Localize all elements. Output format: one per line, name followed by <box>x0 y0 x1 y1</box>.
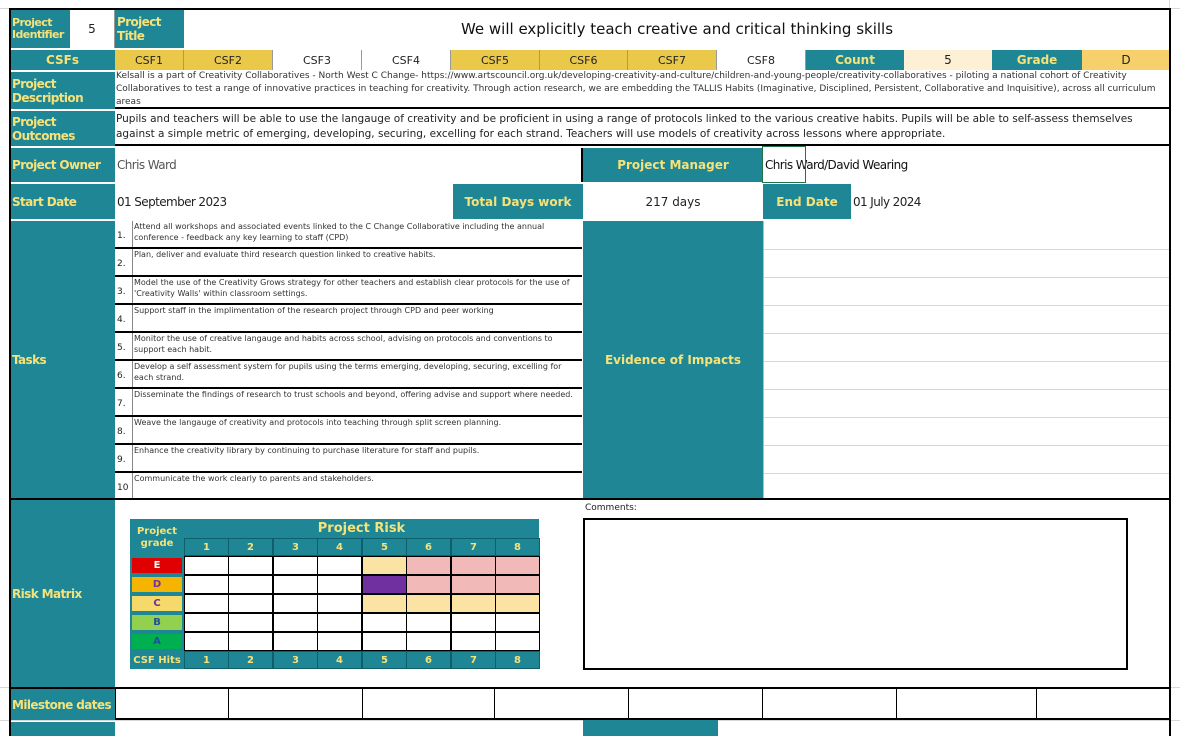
risk-cell[interactable] <box>184 632 229 651</box>
risk-cell[interactable] <box>273 594 318 613</box>
milestone-cell[interactable] <box>762 689 896 720</box>
project-outcomes-label <box>10 111 115 146</box>
project-title-label-text: Project Title <box>117 15 161 43</box>
risk-cell[interactable] <box>495 594 540 613</box>
evidence-gridline <box>764 445 1169 446</box>
risk-grade-e: E <box>130 556 184 575</box>
task-number: 10 <box>117 483 129 493</box>
sheet-left-border <box>9 8 11 736</box>
evidence-gridline <box>764 389 1169 390</box>
risk-cell[interactable] <box>495 556 540 575</box>
task-text: Model the use of the Creativity Grows strategy for other teachers and establish clear protocols for the use of 'Creativity Walls' within classroom settings. <box>132 277 580 303</box>
csf-cell-2[interactable]: CSF2 <box>184 50 273 70</box>
sheet-right-border <box>1169 8 1171 736</box>
risk-cell[interactable] <box>495 575 540 594</box>
milestone-cell[interactable] <box>896 689 1036 720</box>
task-row[interactable] <box>115 333 582 361</box>
project-manager-value[interactable] <box>763 148 1170 182</box>
csf-hits-column: 3 <box>273 651 318 669</box>
risk-cell[interactable] <box>406 575 451 594</box>
csf-hits-column: 5 <box>362 651 407 669</box>
grade-label: Grade <box>992 50 1082 70</box>
risk-cell[interactable] <box>273 556 318 575</box>
milestone-cell[interactable] <box>494 689 628 720</box>
risk-cell[interactable] <box>184 613 229 632</box>
risk-cell[interactable] <box>495 632 540 651</box>
task-row[interactable] <box>115 249 582 277</box>
task-row[interactable] <box>115 277 582 305</box>
csf-cell-5[interactable]: CSF5 <box>451 50 540 70</box>
next-row-teal-edge <box>583 720 718 736</box>
task-number: 1. <box>117 231 126 241</box>
risk-grade-d: D <box>130 575 184 594</box>
csfs-label: CSFs <box>10 50 115 70</box>
evidence-gridline <box>764 333 1169 334</box>
start-date-label <box>10 184 115 219</box>
task-row[interactable] <box>115 445 582 473</box>
task-row[interactable] <box>115 473 582 501</box>
risk-column-header: 3 <box>273 538 318 556</box>
project-identifier-label-text: Project Identifier <box>12 16 64 41</box>
risk-cell[interactable] <box>184 594 229 613</box>
risk-cell[interactable] <box>273 575 318 594</box>
csf-cell-7[interactable]: CSF7 <box>628 50 717 70</box>
evidence-gridline <box>764 277 1169 278</box>
next-row-left-edge <box>10 722 115 736</box>
end-date-value-text: 01 July 2024 <box>853 194 921 209</box>
risk-cell[interactable] <box>451 632 496 651</box>
milestone-cell[interactable] <box>115 689 228 720</box>
risk-cell[interactable] <box>451 613 496 632</box>
task-text: Weave the langauge of creativity and protocols into teaching through split screen planning. <box>132 417 580 443</box>
risk-grade-b: B <box>130 613 184 632</box>
risk-cell[interactable] <box>451 556 496 575</box>
evidence-gridline <box>764 473 1169 474</box>
csf-cell-8[interactable]: CSF8 <box>717 50 806 70</box>
project-manager-label: Project Manager <box>583 148 763 182</box>
task-text: Attend all workshops and associated events linked to the C Change Collaborative including the annual conference - feedback any key learning to staff (CPD) <box>132 221 580 247</box>
risk-cell[interactable] <box>362 594 407 613</box>
evidence-gridline <box>764 417 1169 418</box>
milestone-dates-label <box>10 689 115 720</box>
risk-cell[interactable] <box>228 594 273 613</box>
start-date-label-text: Start Date <box>12 194 77 209</box>
risk-matrix-label <box>10 500 115 687</box>
project-outcomes-text[interactable]: Pupils and teachers will be able to use the langauge of creativity and be proficient in using a range of protocols linked to the various creative habits. Pupils will be able to self-assess themselves against a simple metric of emerging, developing, securing, excelling for each strand. Teachers will use models of creativity across lessons where appropriate. <box>115 111 1170 146</box>
task-text: Support staff in the implimentation of the research project through CPD and peer working <box>132 305 580 331</box>
task-text: Develop a self assessment system for pupils using the terms emerging, developing, securing, excelling for each strand. <box>132 361 580 387</box>
project-title-value[interactable]: We will explicitly teach creative and critical thinking skills <box>184 10 1170 48</box>
count-value[interactable]: 5 <box>904 50 992 70</box>
total-days-label: Total Days work <box>453 184 583 219</box>
project-description-label-text: Project Description <box>12 76 84 105</box>
evidence-gridline <box>764 361 1169 362</box>
risk-cell[interactable] <box>273 613 318 632</box>
csf-hits-column: 6 <box>406 651 451 669</box>
task-number: 5. <box>117 343 126 353</box>
risk-column-header: 8 <box>495 538 540 556</box>
evidence-gridline <box>764 305 1169 306</box>
csf-hits-column: 1 <box>184 651 229 669</box>
risk-column-header: 4 <box>317 538 362 556</box>
comments-label: Comments: <box>585 503 637 513</box>
project-identifier-label <box>10 10 70 48</box>
project-owner-label-text: Project Owner <box>12 158 101 172</box>
risk-cell[interactable] <box>406 613 451 632</box>
risk-column-header: 6 <box>406 538 451 556</box>
task-text: Disseminate the findings of research to trust schools and beyond, offering advise and support where needed. <box>132 389 580 415</box>
milestone-cell[interactable] <box>362 689 494 720</box>
risk-cell[interactable] <box>362 632 407 651</box>
risk-cell[interactable] <box>317 594 362 613</box>
task-row[interactable] <box>115 221 582 249</box>
grade-value[interactable]: D <box>1082 50 1170 70</box>
task-number: 6. <box>117 371 126 381</box>
risk-cell[interactable] <box>228 613 273 632</box>
project-manager-value-text: Chris Ward/David Wearing <box>765 158 908 172</box>
task-number: 8. <box>117 427 126 437</box>
task-row[interactable] <box>115 417 582 445</box>
task-row[interactable] <box>115 361 582 389</box>
project-grade-header: Project grade <box>130 519 184 556</box>
risk-column-header: 7 <box>451 538 496 556</box>
start-date-value-text: 01 September 2023 <box>117 194 227 209</box>
csf-hits-column: 2 <box>228 651 273 669</box>
project-title-label <box>115 10 184 48</box>
risk-cell[interactable] <box>273 632 318 651</box>
risk-matrix-label-text: Risk Matrix <box>12 586 82 601</box>
risk-cell[interactable] <box>317 575 362 594</box>
count-label: Count <box>806 50 904 70</box>
project-identifier-value[interactable]: 5 <box>70 10 115 48</box>
task-number: 4. <box>117 315 126 325</box>
project-description-label <box>10 72 115 109</box>
risk-column-header: 5 <box>362 538 407 556</box>
risk-cell[interactable] <box>362 575 407 594</box>
risk-cell[interactable] <box>406 556 451 575</box>
csf-hits-label: CSF Hits <box>130 651 184 669</box>
csf-cell-4[interactable]: CSF4 <box>362 50 451 70</box>
csf-cell-1[interactable]: CSF1 <box>115 50 184 70</box>
task-number: 9. <box>117 455 126 465</box>
milestone-cell[interactable] <box>228 689 362 720</box>
tasks-label-text: Tasks <box>12 352 47 367</box>
risk-cell[interactable] <box>317 632 362 651</box>
task-text: Enhance the creativity library by continuing to purchase literature for staff and pupils. <box>132 445 580 471</box>
risk-cell[interactable] <box>228 556 273 575</box>
csf-hits-column: 8 <box>495 651 540 669</box>
end-date-value[interactable] <box>851 184 1170 219</box>
task-text: Monitor the use of creative langauge and habits across school, advising on protocols and conventions to support each habit. <box>132 333 580 359</box>
risk-column-header: 2 <box>228 538 273 556</box>
end-date-label: End Date <box>763 184 851 219</box>
csf-cell-6[interactable]: CSF6 <box>540 50 628 70</box>
sheet-top-border <box>9 8 1170 10</box>
task-text: Communicate the work clearly to parents and stakeholders. <box>132 473 580 499</box>
cell-selection-box <box>762 146 806 183</box>
task-row[interactable] <box>115 389 582 417</box>
project-risk-header: Project Risk <box>184 519 539 538</box>
project-owner-label <box>10 148 115 182</box>
task-number: 3. <box>117 287 126 297</box>
risk-cell[interactable] <box>362 613 407 632</box>
risk-column-header: 1 <box>184 538 229 556</box>
project-outcomes-label-text: Project Outcomes <box>12 114 75 143</box>
risk-cell[interactable] <box>406 632 451 651</box>
risk-cell[interactable] <box>317 613 362 632</box>
project-description-text[interactable]: Kelsall is a part of Creativity Collaboratives - North West C Change- https://www.artscouncil.org.uk/developing-creativity-and-culture/children-and-young-people/creativity-collaboratives - piloting a national cohort of Creativity Collaboratives to test a range of innovative practices in teaching for creativity. Through action research, we are embedding the TALLIS Habits (Imaginative, Disciplined, Persistent, Collaborative and Inquisitive), across all curriculum areas <box>115 70 1170 109</box>
evidence-gridline <box>764 249 1169 250</box>
task-number: 7. <box>117 399 126 409</box>
task-row[interactable] <box>115 305 582 333</box>
total-days-value[interactable]: 217 days <box>583 184 763 219</box>
csf-hits-column: 4 <box>317 651 362 669</box>
risk-cell[interactable] <box>451 575 496 594</box>
tasks-label <box>10 221 115 498</box>
project-owner-value[interactable] <box>115 148 583 182</box>
project-owner-value-text: Chris Ward <box>117 158 177 172</box>
milestone-dates-label-text: Milestone dates <box>12 697 111 712</box>
risk-area-border <box>9 498 1170 500</box>
risk-cell[interactable] <box>451 594 496 613</box>
risk-cell[interactable] <box>317 556 362 575</box>
milestone-cell[interactable] <box>1036 689 1169 720</box>
task-text: Plan, deliver and evaluate third research question linked to creative habits. <box>132 249 580 275</box>
evidence-of-impacts-area[interactable] <box>763 221 1170 498</box>
risk-cell[interactable] <box>228 575 273 594</box>
evidence-of-impacts-label: Evidence of Impacts <box>583 221 763 498</box>
csf-cell-3[interactable]: CSF3 <box>273 50 362 70</box>
risk-cell[interactable] <box>184 556 229 575</box>
comments-box[interactable] <box>583 518 1128 670</box>
milestone-cell[interactable] <box>628 689 762 720</box>
risk-cell[interactable] <box>184 575 229 594</box>
task-number: 2. <box>117 259 126 269</box>
risk-cell[interactable] <box>495 613 540 632</box>
start-date-value[interactable] <box>115 184 453 219</box>
risk-grade-c: C <box>130 594 184 613</box>
risk-grade-a: A <box>130 632 184 651</box>
risk-cell[interactable] <box>406 594 451 613</box>
risk-cell[interactable] <box>362 556 407 575</box>
risk-cell[interactable] <box>228 632 273 651</box>
csf-hits-column: 7 <box>451 651 496 669</box>
